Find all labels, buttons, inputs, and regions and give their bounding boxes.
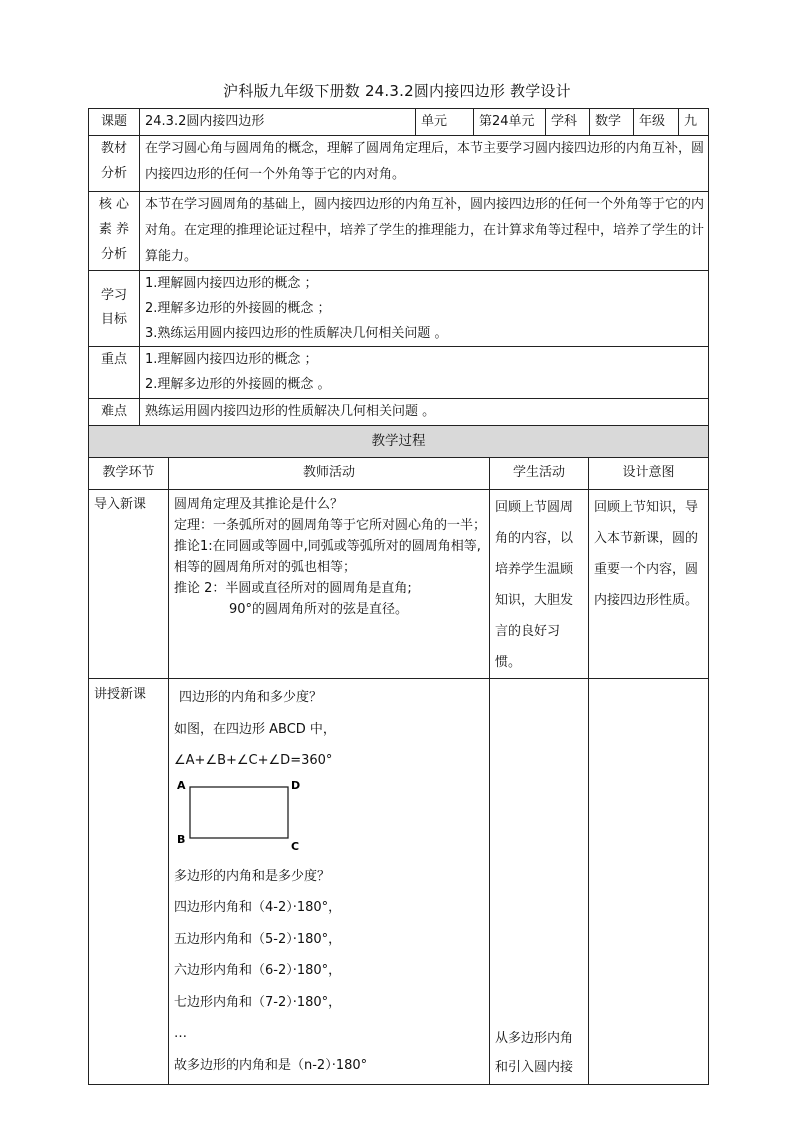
literacy-label-3: 分析 (100, 247, 127, 262)
lecture-teacher-line: 六边形内角和（6-2）·180°， (174, 963, 342, 978)
intro-intent: 回顾上节知识，导入本节新课，圆的重要一个内容，圆内接四边形性质。 (589, 490, 709, 679)
literacy-text: 本节在学习圆周角的基础上，圆内接四边形的内角互补，圆内接四边形的任何一个外角等于它的内对角。在定理的推理论证过程中，培养了学生的推理能力，在计算求角等过程中，培养了学生的计算能力。 (140, 192, 709, 271)
topic-value: 24.3.2圆内接四边形 (140, 109, 416, 136)
keypoints-label: 重点 (89, 347, 140, 399)
subject-value: 数学 (590, 109, 634, 136)
column-student: 学生活动 (490, 458, 589, 490)
column-intent: 设计意图 (589, 458, 709, 490)
lecture-teacher-line: … (174, 1026, 187, 1041)
subject-label: 学科 (546, 109, 590, 136)
literacy-label-2: 素 养 (98, 222, 130, 237)
lecture-teacher-line: 如图，在四边形 ABCD 中， (174, 721, 336, 737)
document-title: 沪科版九年级下册数 24.3.2圆内接四边形 教学设计 (223, 82, 571, 100)
keypoints-list (140, 347, 709, 399)
analysis-label-2: 分析 (100, 166, 127, 181)
vertex-c-label: C (291, 839, 300, 853)
unit-label: 单元 (416, 109, 474, 136)
lecture-teacher-line: 故多边形的内角和是（n-2）·180° (174, 1057, 368, 1073)
vertex-a-label: A (177, 778, 186, 792)
goal-item: 2.理解多边形的外接圆的概念 ； (145, 301, 331, 316)
analysis-text: 在学习圆心角与圆周角的概念，理解了圆周角定理后，本节主要学习圆内接四边形的内角互补，圆内接四边形的任何一个外角等于它的内对角。 (140, 136, 709, 192)
unit-value: 第24单元 (474, 109, 546, 136)
column-stage: 教学环节 (89, 458, 169, 490)
lecture-student-line: 从多边形内角 (495, 1031, 574, 1046)
column-teacher: 教师活动 (169, 458, 490, 490)
goal-item: 1.理解圆内接四边形的概念 ； (145, 276, 318, 291)
goal-item: 3.熟练运用圆内接四边形的性质解决几何相关问题 。 (145, 326, 448, 341)
goals-label-1: 学习 (100, 288, 127, 303)
lecture-student (490, 679, 589, 1085)
lecture-teacher (169, 679, 490, 1085)
intro-stage: 导入新课 (89, 490, 169, 679)
topic-label: 课题 (89, 109, 140, 136)
lecture-stage: 讲授新课 (89, 679, 169, 1085)
analysis-label-1: 教材 (100, 141, 127, 156)
intro-teacher-line: 定理：一条弧所对的圆周角等于它所对圆心角的一半； (174, 518, 487, 533)
quadrilateral-abcd (190, 787, 288, 838)
lecture-teacher-line: 四边形的内角和多少度？ (179, 690, 323, 705)
literacy-label (89, 192, 140, 271)
intro-teacher-line: 推论1:在同圆或等圆中,同弧或等弧所对的圆周角相等,相等的圆周角所对的弧也相等； (174, 539, 481, 575)
intro-teacher-line: 90°的圆周角所对的弦是直径。 (229, 602, 409, 617)
intro-teacher-line: 圆周角定理及其推论是什么？ (174, 497, 344, 512)
intro-teacher-line: 推论 2：半圆或直径所对的圆周角是直角; (174, 581, 412, 596)
literacy-label-1: 核 心 (98, 197, 130, 212)
teaching-process-table (88, 425, 709, 1085)
vertex-d-label: D (291, 778, 301, 792)
lecture-teacher-line: ∠A+∠B+∠C+∠D=360° (174, 753, 333, 768)
goals-list (140, 271, 709, 347)
lecture-teacher-line: 七边形内角和（7-2）·180°， (174, 994, 342, 1010)
intro-teacher (169, 490, 490, 679)
lecture-teacher-line: 四边形内角和（4-2）·180°， (174, 900, 342, 915)
grade-value: 九 (679, 109, 709, 136)
grade-label: 年级 (634, 109, 679, 136)
goals-label (89, 271, 140, 347)
difficulty-text: 熟练运用圆内接四边形的性质解决几何相关问题 。 (140, 399, 709, 426)
lecture-teacher-line: 多边形的内角和是多少度？ (174, 868, 331, 884)
keypoint-item: 2.理解多边形的外接圆的概念 。 (145, 377, 331, 392)
keypoint-item: 1.理解圆内接四边形的概念 ； (145, 352, 318, 367)
lecture-teacher-line: 五边形内角和（5-2）·180°， (174, 931, 342, 947)
analysis-label (89, 136, 140, 192)
lecture-student-line: 和引入圆内接 (495, 1060, 574, 1075)
vertex-b-label: B (177, 832, 186, 846)
lesson-info-table (88, 108, 709, 426)
quadrilateral-figure (174, 779, 314, 857)
difficulty-label: 难点 (89, 399, 140, 426)
goals-label-2: 目标 (100, 312, 127, 327)
intro-student: 回顾上节圆周角的内容，以培养学生温顾知识，大胆发言的良好习惯。 (490, 490, 589, 679)
process-header: 教学过程 (89, 426, 709, 458)
lecture-intent (589, 679, 709, 1085)
